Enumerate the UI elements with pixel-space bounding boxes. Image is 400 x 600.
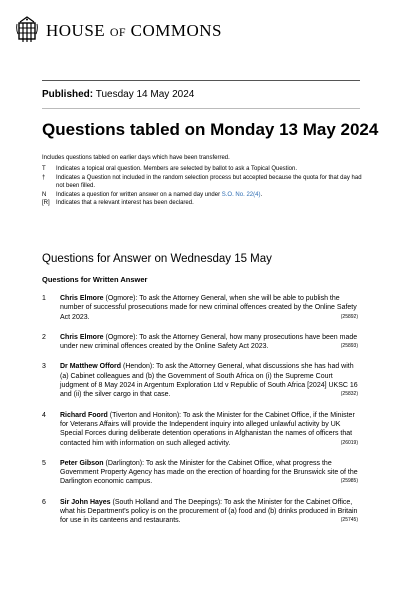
question-text: To ask the Attorney General, how many prosecutions have been made under new criminal offences created by the Online Safety Act 2023. (60, 333, 358, 351)
constituency: (Ogmore): (103, 333, 138, 341)
question-body (60, 459, 358, 487)
legend-row (42, 174, 362, 191)
question-item (42, 333, 358, 352)
question-number: 6 (42, 498, 46, 506)
legend-key: † (42, 174, 46, 181)
question-ref: (25745) (340, 517, 358, 524)
legend-text: Indicates a topical oral question. Members are selected by ballot to ask a Topical Question. (56, 166, 298, 172)
constituency: (Ogmore): (103, 295, 138, 302)
member-name: Chris Elmore (60, 295, 104, 302)
legend-text: Indicates that a relevant interest has been declared. (56, 200, 194, 207)
question-text: To ask the Minister for the Cabinet Office, what his Department's policy is on the procurement of (a) food and (b) drinks produced in Britain for use in its canteens and restaurants. (60, 498, 358, 525)
question-body (60, 333, 358, 352)
standing-order-link[interactable]: S.O. No. 22(4) (221, 191, 261, 198)
constituency: (Darlington): (103, 459, 145, 467)
question-number: 4 (42, 411, 46, 419)
sub-title: Questions for Written Answer (42, 275, 148, 284)
portcullis-icon (16, 16, 38, 46)
question-ref: (25893) (340, 343, 358, 350)
member-name: Chris Elmore (60, 333, 104, 341)
intro-text: Includes questions tabled on earlier days which have been transferred. (42, 155, 230, 161)
question-text: To ask the Minister for the Cabinet Office, if the Minister for Veterans Affairs will provide the Independent inquiry into alleged unlawful activity by UK Special Forces during deliberate detention operations in Afghanistan the names of officers that contacted him with information on such alleged activity. (60, 411, 355, 447)
house-header (16, 14, 222, 48)
question-body (60, 498, 358, 526)
constituency: (Hendon): (121, 363, 155, 371)
section-title: Questions for Answer on Wednesday 15 May (42, 253, 272, 265)
legend-key: T (42, 166, 46, 172)
question-number: 2 (42, 333, 46, 341)
legend-key: N (42, 191, 47, 198)
member-name: Richard Foord (60, 411, 108, 419)
member-name: Peter Gibson (60, 459, 104, 467)
question-item (42, 362, 358, 399)
question-number: 3 (42, 363, 46, 371)
question-item (42, 294, 358, 322)
question-item (42, 498, 358, 526)
question-ref: (25832) (340, 391, 358, 398)
page-title: Questions tabled on Monday 13 May 2024 (42, 120, 379, 139)
question-text: To ask the Minister for the Cabinet Office, what progress the Government Property Agency has made on the erection of hoarding for the Brunswick site of the Darlington economic campus. (60, 459, 358, 486)
published-label: Published: (42, 89, 94, 100)
legend-text: Indicates a question for written answer on a named day under S.O. No. 22(4). (56, 191, 263, 198)
question-body (60, 362, 358, 399)
divider-published (42, 108, 360, 109)
member-name: Dr Matthew Offord (60, 363, 122, 371)
published-line (42, 89, 194, 100)
question-number: 1 (42, 295, 46, 302)
published-date: Tuesday 14 May 2024 (95, 89, 195, 100)
legend-text: Indicates a Question not included in the random selection process but accepted because the quota for that day had not been filled. (56, 174, 362, 190)
question-body (60, 294, 358, 322)
question-body (60, 411, 358, 448)
legend-row (42, 191, 362, 200)
question-item (42, 459, 358, 487)
constituency: (Tiverton and Honiton): (107, 411, 182, 419)
question-ref: (26019) (340, 439, 358, 446)
question-text: To ask the Attorney General, what discussions she has had with (a) Cabinet colleagues and (b) the Government of South Africa on (i) the Supreme Court judgment of 8 May 2024 in Argentum Exploration Ltd v Republic of South Africa [2024] UKSC 16 and (ii) the silver cargo in that case. (60, 363, 358, 399)
member-name: Sir John Hayes (60, 498, 111, 506)
legend-row (42, 199, 362, 208)
house-title: HOUSE OF COMMONS (46, 21, 222, 40)
legend-key: [R] (42, 200, 50, 207)
question-list (42, 294, 358, 537)
divider-top (42, 80, 360, 81)
constituency: (South Holland and The Deepings): (110, 498, 223, 506)
question-item (42, 411, 358, 448)
question-ref: (25985) (340, 478, 358, 485)
question-number: 5 (42, 459, 46, 467)
legend-row (42, 165, 362, 174)
legend (42, 165, 362, 208)
question-ref: (25892) (340, 313, 358, 320)
question-text: To ask the Attorney General, when she will be able to publish the number of successful prosecutions made for new criminal offences created by the Online Safety Act 2023. (60, 295, 357, 321)
